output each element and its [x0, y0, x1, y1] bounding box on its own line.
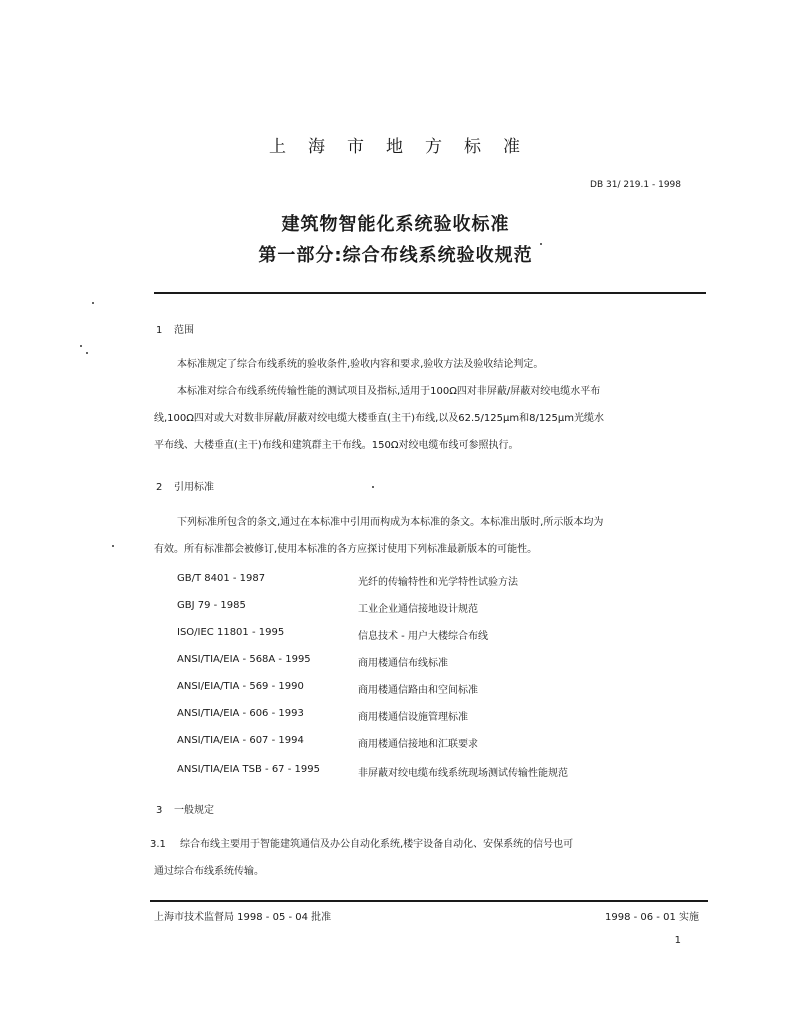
subsection-3-1-line-2: 通过综合布线系统传输。: [154, 866, 264, 877]
section-title: 一般规定: [174, 805, 214, 816]
reference-code: ANSI/TIA/EIA - 568A - 1995: [177, 654, 311, 665]
reference-code: ANSI/TIA/EIA TSB - 67 - 1995: [177, 764, 320, 775]
scan-speck: [540, 243, 542, 245]
scan-speck: [80, 345, 82, 347]
standard-type-heading: 上海市地方标准: [269, 137, 542, 157]
reference-title: 非屏蔽对绞电缆布线系统现场测试传输性能规范: [358, 768, 568, 779]
subsection-3-1-line-1: 综合布线主要用于智能建筑通信及办公自动化系统,楼宇设备自动化、安保系统的信号也可: [180, 839, 574, 850]
section-title: 范围: [174, 325, 194, 336]
section-1-paragraph-2-line-1: 本标准对综合布线系统传输性能的测试项目及指标,适用于100Ω四对非屏蔽/屏蔽对绞电缆水平布: [177, 386, 601, 397]
document-subtitle: 第一部分:综合布线系统验收规范: [258, 245, 533, 266]
document-title: 建筑物智能化系统验收标准: [281, 214, 510, 235]
scan-speck: [372, 486, 374, 488]
effective-date: 1998 - 06 - 01 实施: [604, 912, 699, 923]
reference-code: ISO/IEC 11801 - 1995: [177, 627, 285, 638]
section-number: 2: [156, 482, 163, 493]
scan-speck: [112, 545, 114, 547]
standard-code: DB 31/ 219.1 - 1998: [590, 180, 681, 190]
reference-code: GBJ 79 - 1985: [177, 600, 246, 611]
reference-title: 工业企业通信接地设计规范: [358, 604, 478, 615]
section-1-paragraph-2-line-2: 线,100Ω四对或大对数非屏蔽/屏蔽对绞电缆大楼垂直(主干)布线,以及62.5/125μm和8/125μm光缆水: [154, 413, 605, 424]
reference-code: ANSI/TIA/EIA - 606 - 1993: [177, 708, 304, 719]
reference-title: 商用楼通信路由和空间标准: [358, 685, 478, 696]
section-number: 3: [156, 805, 163, 816]
section-1-heading: [156, 321, 194, 336]
reference-code: GB/T 8401 - 1987: [177, 573, 266, 584]
subsection-number: 3.1: [150, 839, 166, 850]
approval-line: 上海市技术监督局 1998 - 05 - 04 批准: [154, 912, 332, 923]
section-1-paragraph-2-line-3: 平布线、大楼垂直(主干)布线和建筑群主干布线。150Ω对绞电缆布线可参照执行。: [154, 440, 519, 451]
scan-speck: [86, 352, 88, 354]
section-2-paragraph-line-1: 下列标准所包含的条文,通过在本标准中引用而构成为本标准的条文。本标准出版时,所示版本均为: [177, 517, 604, 528]
scan-speck: [92, 302, 94, 304]
reference-code: ANSI/EIA/TIA - 569 - 1990: [177, 681, 304, 692]
reference-title: 信息技术 - 用户大楼综合布线: [358, 631, 488, 642]
section-title: 引用标准: [174, 482, 214, 493]
footer-divider: [150, 900, 708, 902]
reference-title: 商用楼通信接地和汇联要求: [358, 739, 478, 750]
page-number: 1: [674, 935, 681, 946]
reference-title: 商用楼通信设施管理标准: [358, 712, 468, 723]
section-1-paragraph-1: 本标准规定了综合布线系统的验收条件,验收内容和要求,验收方法及验收结论判定。: [177, 359, 544, 370]
section-number: 1: [156, 325, 163, 336]
header-divider: [154, 292, 706, 294]
section-2-heading: [156, 478, 214, 493]
section-3-heading: [156, 801, 214, 816]
subsection-3-1: [150, 840, 573, 850]
section-2-paragraph-line-2: 有效。所有标准都会被修订,使用本标准的各方应探讨使用下列标准最新版本的可能性。: [154, 544, 538, 555]
reference-code: ANSI/TIA/EIA - 607 - 1994: [177, 735, 304, 746]
reference-title: 光纤的传输特性和光学特性试验方法: [358, 577, 518, 588]
reference-title: 商用楼通信布线标准: [358, 658, 448, 669]
